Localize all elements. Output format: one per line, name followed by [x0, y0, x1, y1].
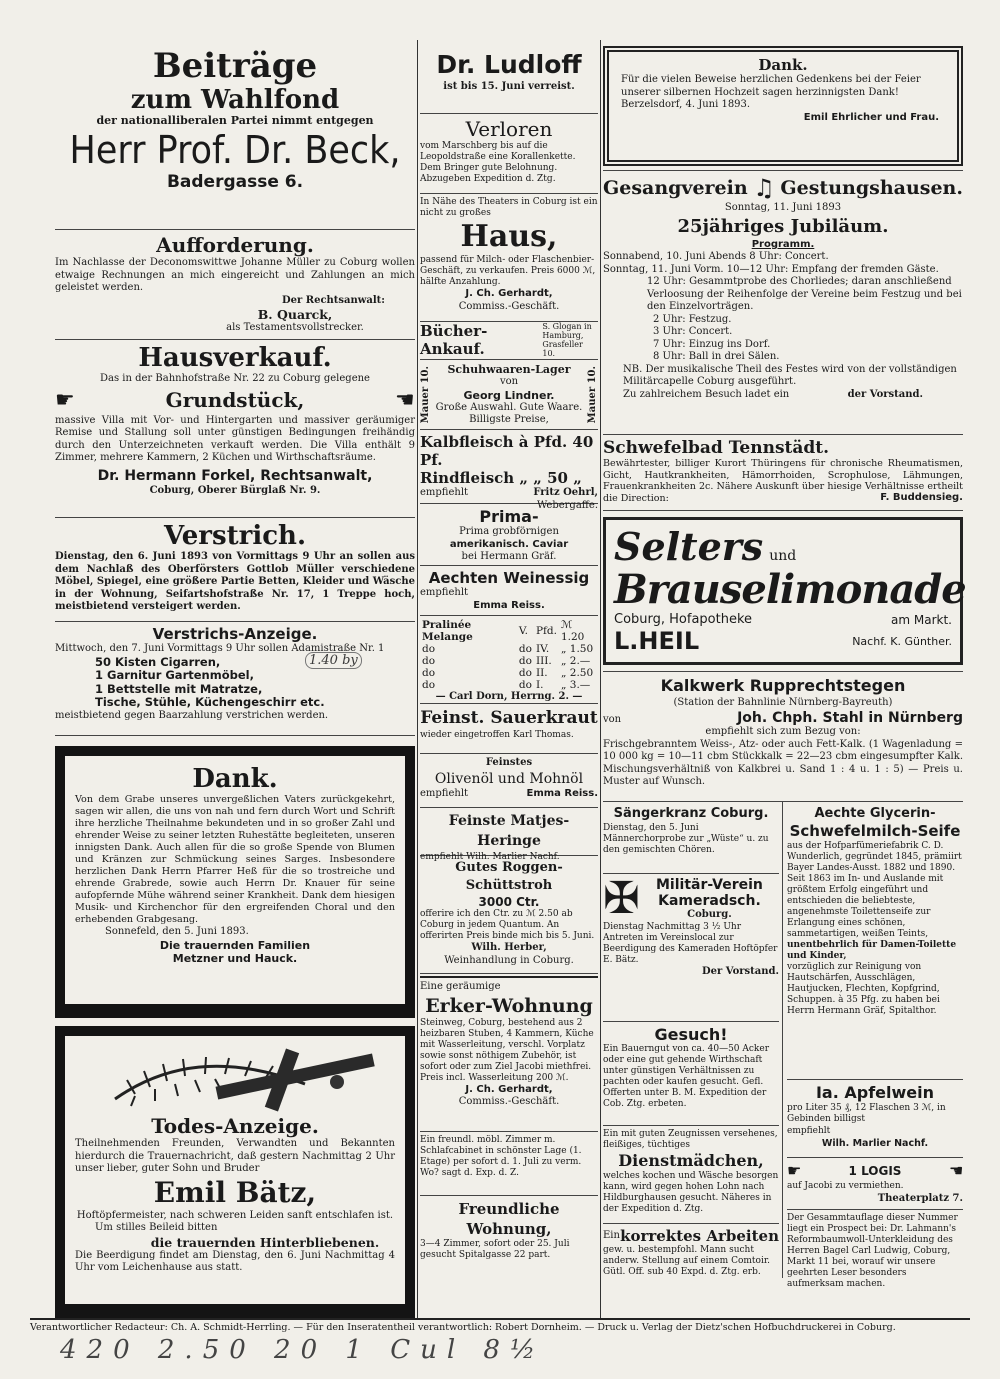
ad-name: Emma Reiss.: [526, 787, 598, 799]
column-left: [55, 40, 415, 1318]
column-rule: [600, 40, 601, 1318]
ad-heringe: [420, 808, 598, 862]
ad-item: 1 Bettstelle mit Matratze,: [95, 681, 263, 696]
ad-item: 1 Garnitur Gartenmöbel,: [95, 668, 254, 682]
ad-hausverkauf: [55, 340, 415, 518]
ad-verstrich: [55, 518, 415, 622]
ad-text: Eine geräumige: [420, 981, 501, 992]
ad-text: Coburg.: [687, 909, 732, 920]
ad-title: Schuhwaaren-Lager: [447, 363, 571, 376]
table-cell: Pfd.: [535, 625, 557, 637]
table-row: [420, 679, 598, 691]
ad-text: Der Gesammtauflage dieser Nummer liegt ein Prospect bei: Dr. Lahmann's Reformbaumwoll-Unterkleidung des Herren Bagel Carl Ludwig, Coburg, Markt 11 bei, worauf wir unsere geehrten Leser besonders aufmerksam machen.: [787, 1213, 958, 1289]
ad-heading: Grundstück,: [165, 388, 305, 412]
ad-text: meistbietend gegen Baarzahlung verstrichen werden.: [55, 709, 329, 721]
ad-signature: Die trauernden Familien: [159, 938, 311, 952]
ad-title: Haus,: [460, 219, 558, 254]
ad-text: empfiehlt sich zum Bezug von:: [705, 726, 861, 737]
ad-text: Für die vielen Beweise herzlichen Gedenkens bei der Feier unserer silbernen Hochzeit sagen herzinnigsten Dank! Berzelsdorf, 4. Juni 1893.: [621, 74, 921, 110]
table-cell: do: [422, 667, 436, 679]
table-cell: „ 2.—: [560, 655, 591, 667]
ad-signature-sub: Weinhandlung in Coburg.: [444, 954, 574, 966]
ad-name: Emma Reiss.: [473, 599, 545, 611]
ad-kalbfleisch: [420, 430, 598, 511]
ad-program-line: Sonntag, 11. Juni Vorm. 10—12 Uhr: Empfang der fremden Gäste.: [603, 263, 939, 275]
ad-program-line: 2 Uhr: Festzug.: [653, 313, 732, 325]
ad-text: am: [891, 612, 911, 627]
ad-weinessig: [420, 566, 598, 616]
ad-name: Joh. Chph. Stahl in Nürnberg: [737, 709, 963, 726]
ad-text: vom Marschberg bis auf die Leopoldstraße eine Korallenkette. Dem Bringer gute Belohnung. Abzugeben Expedition d. Ztg.: [420, 141, 576, 184]
ad-title: Prima-: [479, 507, 539, 526]
ad-text: empfiehlt: [787, 1126, 831, 1136]
ad-text: Um stilles Beileid bitten: [95, 1222, 218, 1233]
ad-schwefelbad: [603, 435, 963, 511]
ad-text: Nachf. K. Günther.: [852, 634, 952, 648]
ad-roggen: [420, 856, 598, 974]
ad-haus: [420, 194, 598, 322]
ad-text: Mittwoch, den 7. Juni Vormittags 9 Uhr sollen Adamistraße Nr. 1: [55, 643, 385, 654]
ad-text: 3—4 Zimmer, sofort oder 25. Juli gesucht Spitalgasse 22 part.: [420, 1239, 570, 1260]
ad-text: Dienstag, den 5. Juni Männerchorprobe zur „Wüste“ u. zu den gemischten Chören.: [603, 823, 769, 855]
ad-text: und: [769, 548, 797, 564]
ad-text: von: [499, 376, 519, 387]
ad-text: gew. u. bestempfohl. Mann sucht anderw. Stellung auf einem Comtoir. Gütl. Off. sub 40 Expd. d. Ztg. erb.: [603, 1245, 770, 1277]
ad-title: Feinste Matjes-Heringe: [448, 813, 570, 849]
ad-text: Dienstag, den 6. Juni 1893 von Vormittags 9 Uhr an sollen aus dem Nachlaß des Oberförsters Gottlob Müller verschiedene Möbel, Spiegel, eine größere Partie Betten, Kleider und Wäsche in der Wohnung, Seifartshofstraße Nr. 17, 1 Treppe hoch, meistbietend versteigert werden.: [55, 551, 415, 612]
ad-verstrichs-anzeige: [55, 622, 415, 736]
table-row: [420, 655, 598, 667]
ad-schuhwaaren: [420, 360, 598, 430]
ad-militaerverein: [603, 874, 779, 1022]
ad-title: Sängerkranz Coburg.: [613, 806, 769, 821]
ad-text: passend für Milch- oder Flaschenbier-Geschäft, zu verkaufen. Preis 6000 ℳ, hälfte Anzahlung.: [420, 255, 596, 287]
table-row: [420, 643, 598, 655]
ad-title: Feinst. Sauerkraut: [420, 708, 598, 728]
ad-text: empfiehlt: [420, 787, 469, 799]
ad-text: Seit 1863 im In- und Auslande mit größtem Erfolg eingeführt und entschieden die beliebteste, angenehmste Toilettenseife zur Erlangung eines schönen, sammetartigen, weißen Teints,: [787, 874, 944, 939]
ad-text: Ein: [603, 1229, 620, 1241]
table-cell: do: [518, 643, 532, 655]
handwritten-note: 1.40 by: [305, 652, 362, 669]
ad-selters: [603, 517, 966, 665]
ad-name: Fritz Oehrl,: [533, 487, 598, 498]
table-cell: „ 2.50: [560, 667, 594, 679]
split-left: [603, 802, 783, 1278]
ad-text: massive Villa mit Vor- und Hintergarten und massiver geräumiger Remise und Stallung soll unter günstigen Bedingungen freihändig durch den Unterzeichneten verkauft werden. Die Villa enthält 9 Zimmer, mehrere Kammern, 2 Küchen und Wirthschaftsräume.: [55, 414, 415, 463]
ad-title: Gutes Roggen-Schüttstroh: [455, 860, 563, 893]
ad-gesuch: [603, 1022, 779, 1126]
table-cell: do: [518, 667, 532, 679]
ad-line: Rindfleisch „ „ 50 „: [420, 469, 582, 487]
ad-dank-border: [55, 746, 415, 1018]
ad-caviar: [420, 504, 598, 566]
ad-erker: [420, 976, 598, 1132]
ad-verloren: [420, 114, 598, 194]
ad-signature: F. Buddensieg.: [880, 492, 963, 503]
ad-subtitle: 25jähriges Jubiläum.: [677, 215, 889, 237]
ad-amount: 3000 Ctr.: [478, 895, 540, 909]
ad-signature: J. Ch. Gerhardt,: [465, 1083, 553, 1095]
ad-signature: der Vorstand.: [847, 388, 923, 400]
ad-text: aus der Hofparfümeriefabrik C. D. Wunderlich, gegründet 1845, prämiirt Bayer Landes-Ausst. 1882 und 1890.: [787, 841, 962, 873]
ad-text: Coburg, Hofapotheke: [614, 612, 753, 627]
ad-sauerkraut: [420, 704, 598, 754]
table-cell: „ 1.50: [560, 643, 594, 655]
ad-dank: [65, 756, 405, 1004]
ad-title: Gesuch!: [654, 1025, 728, 1044]
ad-title: Schwefelmilch-Seife: [789, 822, 961, 840]
ad-program-line: 8 Uhr: Ball in drei Sälen.: [653, 351, 780, 362]
palm-cross-icon: [75, 1044, 395, 1114]
ad-aufforderung: [55, 230, 415, 340]
ad-zimmer: [420, 1132, 598, 1196]
ad-wohnung: [420, 1196, 598, 1260]
ad-apfelwein: [787, 1080, 963, 1158]
pointing-hand-icon: ☛: [395, 387, 415, 413]
ad-logis: [787, 1158, 963, 1210]
ad-text: Frischgebranntem Weiss-, Atz- oder auch Fett-Kalk. (1 Wagenladung = 10 000 kg = 10—11 cbm Stückkalk = 22—23 cbm eingesumpfter Kalk. Mischungsverhältniß von Kalkbrei u. Sand 1 : 4 u. 1 : 5) — Preis u. Muster auf Wunsch.: [603, 738, 963, 787]
ad-title: Verstrich.: [163, 521, 307, 551]
ad-text: Ein freundl. möbl. Zimmer m. Schlafcabinet in schönster Lage (1. Etage) per sofort d. 1. Juli zu verm. Wo? sagt d. Exp. d. Z.: [420, 1135, 582, 1178]
ad-program-line: 7 Uhr: Einzug ins Dorf.: [653, 338, 771, 350]
table-cell: II.: [535, 667, 548, 679]
ad-text: welches kochen und Wäsche besorgen kann, wird gegen hohen Lohn nach Hildburghausen gesucht. Näheres in der Expedition d. Ztg.: [603, 1171, 779, 1214]
ad-text: empfiehlt: [420, 487, 469, 498]
ad-signature: Wilh. Herber,: [471, 942, 547, 953]
split-right: [783, 802, 963, 1289]
ad-todes-border: [55, 1026, 415, 1318]
ad-title: Verstrichs-Anzeige.: [152, 625, 318, 643]
ad-kalkwerk: [603, 671, 963, 802]
price-table: [420, 619, 598, 691]
ad-address: Badergasse 6.: [166, 171, 304, 192]
ad-text: Prima grobförnigen: [459, 526, 559, 537]
ad-text: Von dem Grabe unseres unvergeßlichen Vaters zurückgekehrt, sagen wir allen, die uns von nah und fern durch Wort und Schrift ihre herzliche Theilnahme bekundeten und in so großer Zahl und ehrender Weise zu seiner letzten Ruhestätte begleiteten, unseren innigsten Dank. Auch allen für die so große Spende von Blumen und Kränzen zur Schmückung seines Sarges. Insbesondere herzlichen Dank Herrn Pfarrer Heß für die so trostreiche und ehrende Grabrede, sowie auch Herrn Dr. Knauer für seine aufopfernde Mühe während seiner Krankheit. Dank dem hiesigen Musik- und Kirchenchor für den ergreifenden Choral und den erhebenden Grabgesang.: [75, 794, 395, 925]
ad-title: Dank.: [192, 764, 278, 794]
pointing-hand-icon: ☛: [787, 1161, 802, 1180]
ad-text: offerire ich den Ctr. zu ℳ 2.50 ab Coburg in jedem Quantum. An offerirten Preis binde mich bis 5. Juni.: [420, 909, 595, 941]
table-cell: do: [422, 643, 436, 655]
ad-text: bei: [461, 551, 478, 562]
ad-text: S. Glogan in Hamburg, Grasfeller 10.: [542, 322, 592, 358]
ad-address: Coburg, Oberer Bürglaß Nr. 9.: [149, 484, 321, 496]
ad-title: korrektes Arbeiten: [620, 1227, 779, 1245]
ad-text: Ein Bauerngut von ca. 40—50 Acker oder eine gut gehende Wirthschaft unter günstigen Verhältnissen zu pachten oder kaufen gesucht. Gefl. Offerten unter B. M. Expedition der Cob. Ztg. erbeten.: [603, 1044, 770, 1109]
ad-text: empfiehlt: [420, 587, 469, 598]
ad-text: Markt.: [913, 612, 952, 627]
ad-text: Bewährtester, billiger Kurort Thüringens für chronische Rheumatismen, Gicht, Hautkrankheiten, Hämorrhoiden, Scrophulose, Lähmungen, Frauenkrankheiten 2c. Nähere Auskunft über hiesige Verhältnisse ertheilt die Direction:: [603, 458, 963, 504]
table-row: [420, 619, 598, 643]
ad-text: Ein mit guten Zeugnissen versehenes, fleißiges, tüchtiges: [603, 1129, 778, 1150]
ad-text: auf Jacobi zu vermiethen.: [787, 1181, 904, 1191]
ad-signature-role: als Testamentsvollstrecker.: [226, 322, 364, 333]
ad-side-label: Mauer 10.: [587, 366, 598, 424]
ad-title: Aufforderung.: [156, 233, 314, 257]
column-rule: [417, 40, 418, 1318]
ad-name: Hermann Gräf.: [480, 551, 557, 562]
ad-title: Kalkwerk Rupprechtstegen: [660, 676, 906, 695]
ad-beck: [55, 40, 415, 230]
table-cell: I.: [535, 679, 544, 691]
ad-title: Gesangverein: [603, 177, 748, 199]
table-cell: „ 3.—: [560, 679, 591, 691]
ad-signature: Der Vorstand.: [701, 965, 779, 977]
ad-text: (Station der Bahnlinie Nürnberg-Bayreuth): [673, 697, 893, 708]
handwritten-note: 420 2.50 20 1 Cul 8½: [60, 1335, 546, 1365]
ad-olivenoel: [420, 754, 598, 808]
ad-title: Verloren: [465, 117, 553, 141]
ad-title: Dienstmädchen,: [618, 1151, 764, 1170]
ad-title: Ia. Apfelwein: [815, 1083, 935, 1102]
ad-date: Sonntag, 11. Juni 1893: [724, 202, 842, 213]
ad-name: Dr. Hermann Forkel, Rechtsanwalt,: [97, 467, 373, 484]
ad-text: unentbehrlich für Damen-Toilette und Kinder,: [787, 940, 957, 961]
table-cell: V.: [518, 625, 529, 637]
ad-title: Dank.: [758, 56, 808, 74]
ad-text: In Nähe des Theaters in Coburg ist ein nicht zu großes: [420, 197, 598, 218]
ad-pralines: [420, 616, 598, 704]
ad-text: Das in der Bahnhofstraße Nr. 22 zu Coburg gelegene: [100, 373, 370, 384]
ad-title: Todes-Anzeige.: [151, 1114, 319, 1138]
ad-name: amerikanisch. Caviar: [449, 538, 569, 550]
ad-signature-sub: Commiss.-Geschäft.: [458, 1096, 560, 1107]
table-cell: III.: [535, 655, 552, 667]
ad-text: Im Nachlasse der Deconomswittwe Johanne Müller zu Coburg wollen etwaige Rechnungen an mich eingereicht und Zahlungen an mich geleistet werden.: [55, 257, 415, 293]
ad-ludloff: [420, 40, 598, 114]
ad-signature: — Carl Dorn, Herrng. 2. —: [435, 691, 583, 702]
ad-glycerin: [787, 802, 963, 1080]
ad-buecher: [420, 322, 598, 360]
ad-name: Wilh. Marlier Nachf.: [821, 1137, 929, 1149]
ad-text: empfiehlt Wilh. Marlier Nachf.: [420, 852, 560, 862]
column-middle: [420, 40, 598, 1260]
ad-address: Theaterplatz 7.: [877, 1192, 963, 1204]
table-cell: do: [422, 655, 436, 667]
ad-title: Kameradsch.: [658, 893, 761, 909]
imprint-footer: Verantwortlicher Redacteur: Ch. A. Schmidt-Herrling. — Für den Inseratentheil verantwortlich: Robert Dornheim. — Druck u. Verlag der Dietz'schen Hofbuchdruckerei in Coburg.: [30, 1318, 970, 1334]
ad-text: Hoftöpfermeister, nach schweren Leiden sanft entschlafen ist.: [76, 1209, 394, 1221]
ad-line: Kalbfleisch à Pfd. 40 Pf.: [420, 433, 594, 469]
ad-text: Theilnehmenden Freunden, Verwandten und Bekannten hierdurch die Trauernachricht, daß gestern Nachmittag 2 Uhr unser lieber, guter Sohn und Bruder: [75, 1138, 395, 1174]
table-cell: Pralinée Melange: [422, 619, 473, 643]
ad-text: Die Beerdigung findet am Dienstag, den 6. Juni Nachmittag 4 Uhr vom Leichenhause aus statt.: [75, 1249, 395, 1273]
ad-name: L.HEIL: [614, 627, 700, 655]
ad-title: Selters: [614, 524, 764, 569]
column-right: [603, 40, 966, 1289]
ad-heading: Programm.: [751, 238, 815, 250]
ad-text: Große Auswahl. Gute Waare.: [435, 401, 583, 413]
pointing-hand-icon: ☛: [948, 1161, 963, 1180]
ad-gesamtauflage: [787, 1210, 963, 1297]
ad-program-line: 12 Uhr: Gesammtprobe des Chorliedes; daran anschließend Verloosung der Reihenfolge der Vereine beim Festzug und bei den Einzelvorträgen.: [647, 276, 962, 312]
ad-gesangverein: [603, 170, 963, 435]
ad-text: wieder eingetroffen Karl Thomas.: [420, 730, 574, 740]
ad-signature: Emil Ehrlicher und Frau.: [803, 111, 939, 123]
ad-name: Emil Bätz,: [153, 1175, 317, 1209]
ad-saengerkranz: [603, 802, 779, 874]
ad-text: Dienstag Nachmittag 3 ½ Uhr Antreten im Vereinslocal zur Beerdigung des Kameraden Hoftöpfer E. Bätz.: [603, 921, 778, 965]
ad-title: Olivenöl und Mohnöl: [434, 770, 584, 787]
ad-title: Gestungshausen.: [780, 177, 963, 199]
ad-date: Sonnefeld, den 5. Juni 1893.: [105, 926, 249, 937]
ad-text: vorzüglich zur Reinigung von Hautschärfen, Ausschlägen, Hautjucken, Flechten, Kopfgrind, Schuppen. à 35 Pfg. zu haben bei Herrn Hermann Gräf, Spitalthor.: [787, 962, 940, 1016]
ad-signature: Metzner und Hauck.: [172, 951, 298, 965]
ad-title: Schwefelbad Tennstädt.: [603, 438, 830, 458]
ad-signature-label: Der Rechtsanwalt:: [281, 294, 385, 306]
ad-item: 50 Kisten Cigarren,: [95, 654, 221, 669]
ad-name: Georg Lindner.: [463, 388, 555, 402]
ad-signature: die trauernden Hinterbliebenen.: [150, 1234, 380, 1250]
ad-text: der nationalliberalen Partei nimmt entgegen: [96, 114, 374, 127]
ad-title: Aechte Glycerin-: [814, 806, 936, 821]
ad-name: Herr Prof. Dr. Beck,: [69, 127, 401, 172]
ad-signature: J. Ch. Gerhardt,: [465, 288, 553, 299]
ad-title: Bücher-Ankauf.: [420, 322, 488, 358]
ad-program-line: 3 Uhr: Concert.: [653, 326, 733, 337]
table-cell: do: [518, 679, 532, 691]
ad-dienstmaedchen: [603, 1126, 779, 1224]
ad-program-line: Sonnabend, 10. Juni Abends 8 Uhr: Concert.: [603, 251, 829, 262]
ad-text: Steinweg, Coburg, bestehend aus 2 heizbaren Stuben, 4 Kammern, Küche mit Wasserleitung, verschl. Vorplatz sowie sonst nöthigem Zubehör, ist sofort oder zum Ziel Jacobi miethfrei. Preis incl. Wasserleitung 200 ℳ.: [420, 1017, 594, 1083]
ad-title: Dr. Ludloff: [436, 50, 582, 79]
iron-cross-icon: ✠: [603, 873, 640, 925]
table-cell: do: [518, 655, 532, 667]
ad-text: ist bis 15. Juni verreist.: [443, 81, 575, 92]
ad-title: Brauselimonade: [614, 566, 966, 613]
ad-item: Tische, Stühle, Küchengeschirr etc.: [95, 695, 325, 709]
table-cell: IV.: [535, 643, 550, 655]
ad-text: NB. Der musikalische Theil des Festes wird von der vollständigen Militärcapelle Coburg ausgeführt.: [623, 363, 957, 387]
ad-arbeiten: [603, 1224, 779, 1293]
ad-side-label: Mauer 10.: [420, 366, 431, 424]
ad-title: Aechten Weinessig: [428, 569, 590, 587]
ad-title: Hausverkauf.: [138, 343, 332, 373]
ad-text: pro Liter 35 ₰, 12 Flaschen 3 ℳ, in Gebinden billigst: [787, 1103, 946, 1124]
ad-signature: B. Quarck,: [257, 307, 333, 322]
lyre-icon: ♫: [753, 174, 775, 202]
ad-text: [891, 613, 952, 627]
ad-text: Zu zahlreichem Besuch ladet ein: [623, 388, 790, 400]
table-cell: ℳ 1.20: [560, 619, 585, 643]
table-row: [420, 667, 598, 679]
ad-signature-sub: Commiss.-Geschäft.: [458, 300, 560, 312]
ad-title: Freundliche Wohnung,: [458, 1200, 560, 1238]
ad-title: Erker-Wohnung: [425, 994, 593, 1017]
ad-text: von: [603, 713, 622, 725]
table-cell: do: [422, 679, 436, 691]
split-section: [603, 802, 963, 1289]
ad-title: Beiträge: [152, 46, 318, 86]
pointing-hand-icon: ☛: [55, 387, 75, 413]
ad-todes-anzeige: [65, 1036, 405, 1304]
ad-text: Webergaffe.: [536, 499, 598, 511]
ad-text: Billigste Preise,: [469, 414, 549, 425]
ad-subtitle: zum Wahlfond: [130, 85, 340, 115]
ad-dank-hochzeit: [603, 46, 963, 166]
ad-title: Militär-Verein: [655, 877, 763, 893]
ad-text: Feinstes: [485, 757, 533, 768]
ad-title: 1 LOGIS: [848, 1163, 902, 1178]
